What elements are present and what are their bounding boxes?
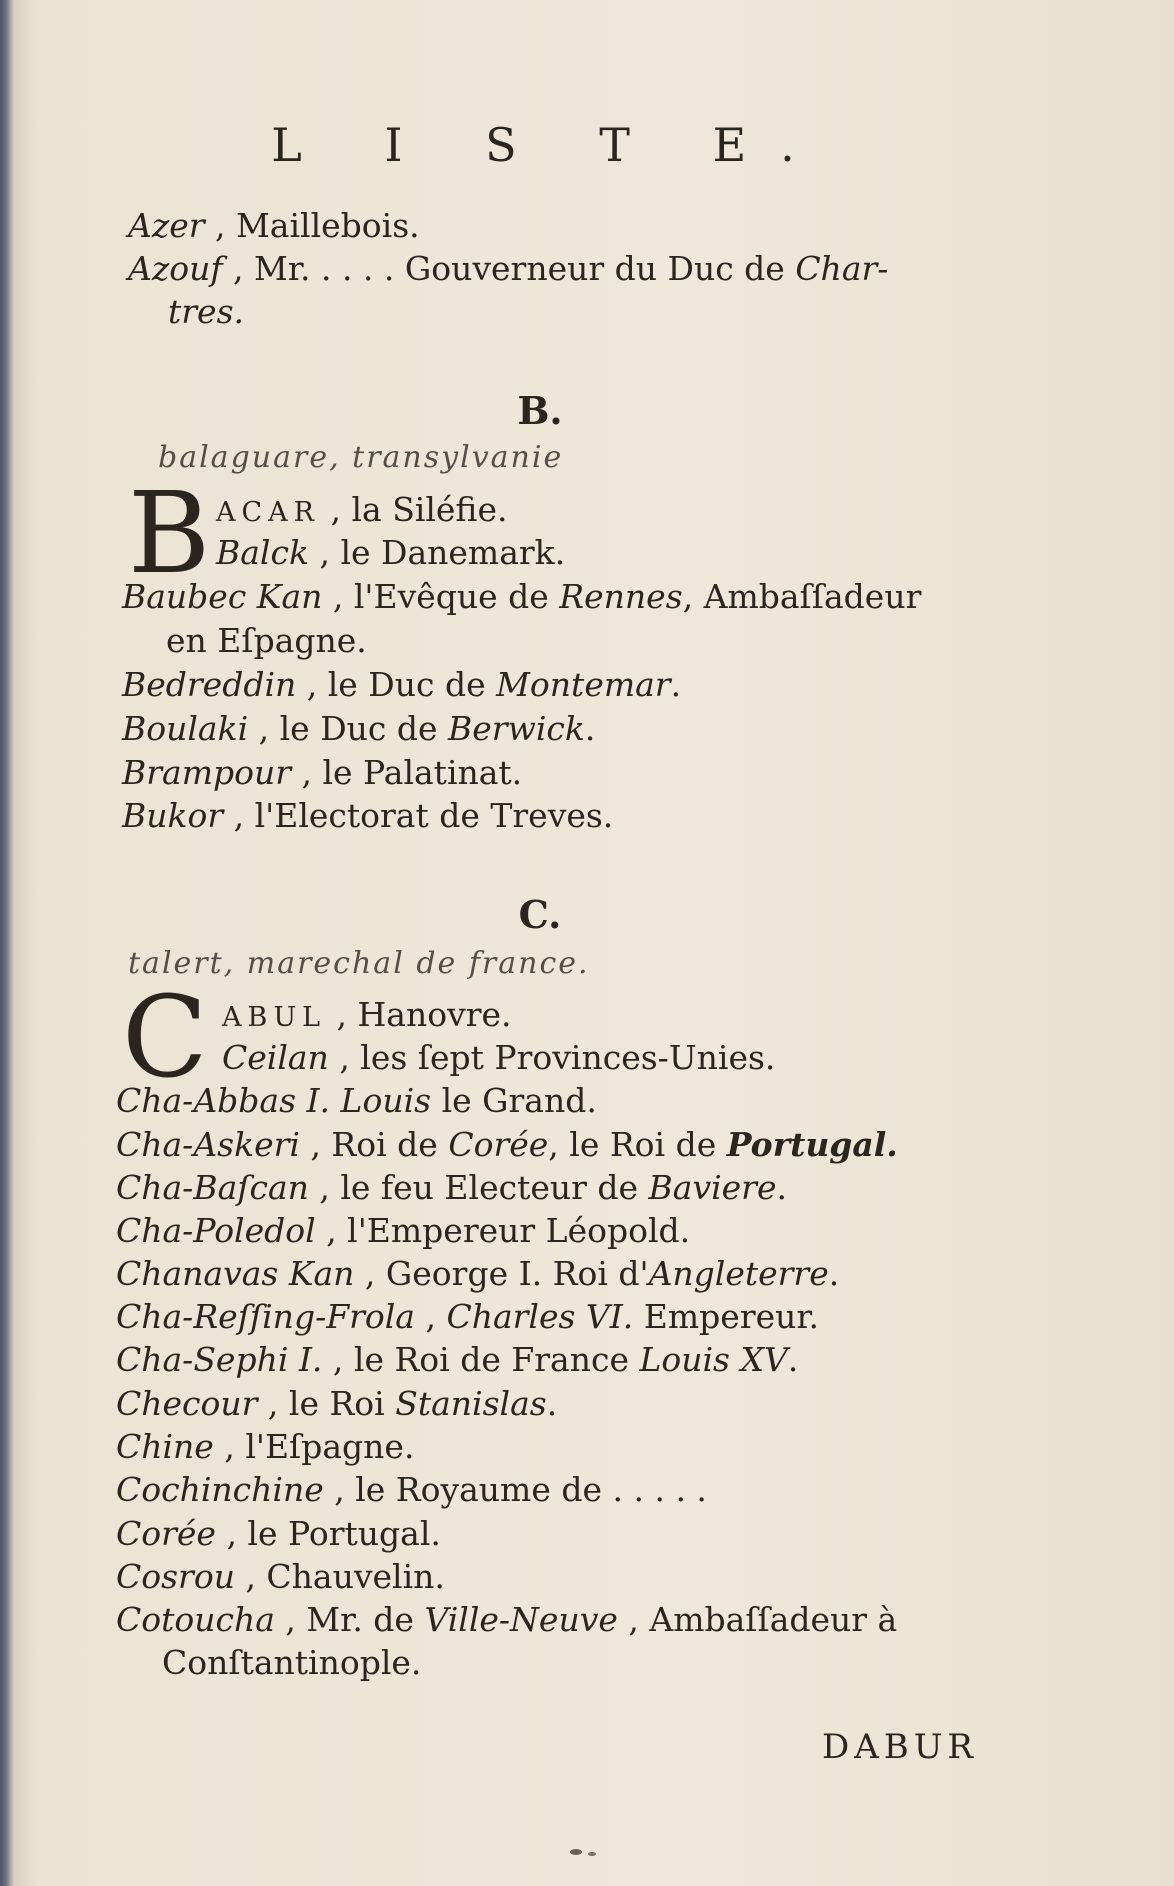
entry-cha-ressing-frola: Cha-Reſſing-Frola , Charles VI. Empereur. bbox=[116, 1297, 820, 1336]
entry-ceilan: Ceilan , les ſept Provinces-Unies. bbox=[222, 1038, 776, 1077]
entry-cha-poledol: Cha-Poledol , l'Empereur Léopold. bbox=[116, 1211, 691, 1250]
entry-chine: Chine , l'Eſpagne. bbox=[116, 1427, 415, 1466]
dropcap-b: B bbox=[128, 469, 211, 599]
entry-cotoucha-continuation: Conſtantinople. bbox=[162, 1643, 422, 1682]
entry-cha-bascan: Cha-Baſcan , le feu Electeur de Baviere. bbox=[116, 1168, 787, 1207]
entry-cochinchine: Cochinchine , le Royaume de . . . . . bbox=[116, 1470, 707, 1509]
entry-bedreddin: Bedreddin , le Duc de Montemar. bbox=[122, 665, 682, 704]
entry-azouf-continuation: tres. bbox=[168, 292, 244, 331]
entry-azouf: Azouf , Mr. . . . . Gouverneur du Duc de Char- bbox=[128, 249, 889, 288]
section-letter-b: B. bbox=[517, 388, 563, 433]
entry-bukor: Bukor , l'Electorat de Treves. bbox=[122, 796, 614, 835]
handwritten-note-c: talert, marechal de france. bbox=[128, 946, 590, 981]
entry-azer: Azer , Maillebois. bbox=[128, 206, 420, 245]
entry-bacar: ACAR , la Siléfie. bbox=[216, 490, 508, 529]
entry-balck: Balck , le Danemark. bbox=[216, 533, 566, 572]
entry-cha-abbas: Cha-Abbas I. Louis le Grand. bbox=[116, 1081, 597, 1120]
section-letter-c: C. bbox=[518, 892, 562, 937]
entry-cha-sephi: Cha-Sephi I. , le Roi de France Louis XV. bbox=[116, 1340, 799, 1379]
dropcap-c: C bbox=[122, 973, 208, 1103]
entry-baubec-continuation: en Eſpagne. bbox=[166, 621, 367, 660]
paper-speck-marks bbox=[566, 1842, 606, 1862]
entry-chanavas-kan: Chanavas Kan , George I. Roi d'Angleterre. bbox=[116, 1254, 840, 1293]
page-title: L I S T E. bbox=[271, 118, 829, 172]
entry-cha-askeri: Cha-Askeri , Roi de Corée, le Roi de Portugal. bbox=[116, 1125, 898, 1164]
entry-baubec-kan: Baubec Kan , l'Evêque de Rennes, Ambaſſadeur bbox=[122, 577, 922, 616]
entry-brampour: Brampour , le Palatinat. bbox=[122, 753, 523, 792]
entry-boulaki: Boulaki , le Duc de Berwick. bbox=[122, 709, 596, 748]
catchword: DABUR bbox=[821, 1727, 978, 1767]
entry-checour: Checour , le Roi Stanislas. bbox=[116, 1384, 558, 1423]
handwritten-note-b: balaguare, transylvanie bbox=[158, 440, 564, 475]
entry-cabul: ABUL , Hanovre. bbox=[222, 995, 512, 1034]
entry-cosrou: Cosrou , Chauvelin. bbox=[116, 1557, 445, 1596]
entry-cotoucha: Cotoucha , Mr. de Ville-Neuve , Ambaſſadeur à bbox=[116, 1600, 898, 1639]
entry-coree: Corée , le Portugal. bbox=[116, 1514, 441, 1553]
